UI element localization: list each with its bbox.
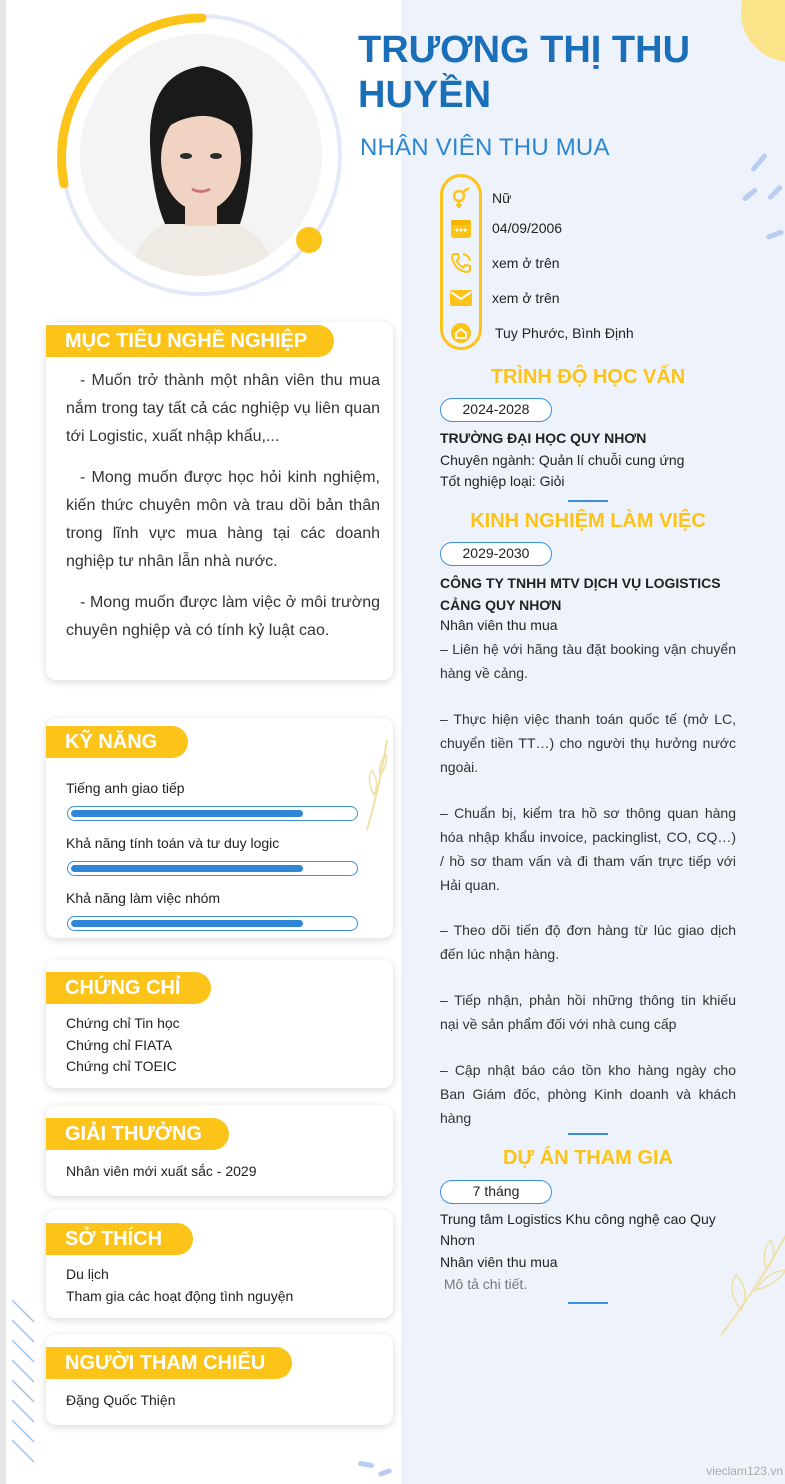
skill-bar (67, 806, 358, 821)
hobby-item: Du lịch (66, 1266, 109, 1282)
duty-item: – Liên hệ với hãng tàu đặt booking vận chuyển hàng về cảng. (440, 641, 736, 681)
skill-bar (67, 916, 358, 931)
reference-item: Đặng Quốc Thiện (66, 1392, 176, 1408)
duty-item: – Theo dõi tiến độ đơn hàng từ lúc giao dịch đến lúc nhận hàng. (440, 922, 736, 962)
education-major: Chuyên ngành: Quản lí chuỗi cung ứng (440, 452, 685, 468)
project-period: 7 tháng (440, 1180, 552, 1204)
email-text: xem ở trên (492, 290, 560, 306)
certificate-item: Chứng chỉ Tin học (66, 1015, 180, 1031)
home-icon (446, 318, 476, 348)
gender-icon (446, 183, 476, 213)
project-description: Mô tả chi tiết. (440, 1276, 528, 1292)
experience-role: Nhân viên thu mua (440, 617, 558, 633)
education-heading: TRÌNH ĐỘ HỌC VẤN (490, 366, 686, 388)
objective-paragraph: - Muốn trở thành một nhân viên thu mua nắm trong tay tất cả các nghiệp vụ liên quan tới Logistic, xuất nhập khẩu,... (66, 372, 380, 445)
candidate-name: TRƯƠNG THỊ THU HUYỀN (358, 29, 691, 116)
certificates-heading: CHỨNG CHỈ (46, 972, 211, 1004)
duty-item: – Thực hiện việc thanh toán quốc tế (mở LC, chuyển tiền TT…) cho người thụ hưởng nước ngoài. (440, 711, 736, 775)
experience-period: 2029-2030 (440, 542, 552, 566)
skill-bar (67, 861, 358, 876)
objective-paragraph: - Mong muốn được học hỏi kinh nghiệm, kiến thức chuyên môn và trau dồi bản thân trong lĩnh vực mua hàng tại các doanh nghiệp tư nhân lẫn nhà nước. (66, 469, 380, 570)
job-title: NHÂN VIÊN THU MUA (360, 134, 610, 161)
phone-icon (446, 248, 476, 278)
contact-birthday (446, 213, 563, 243)
education-period: 2024-2028 (440, 398, 552, 422)
contact-gender (446, 183, 512, 213)
contact-phone (446, 248, 560, 278)
awards-heading: GIẢI THƯỞNG (46, 1118, 229, 1150)
references-heading: NGƯỜI THAM CHIẾU (46, 1347, 292, 1379)
school-name: TRƯỜNG ĐẠI HỌC QUY NHƠN (440, 430, 647, 446)
skill-name: Khả năng làm việc nhóm (66, 890, 221, 906)
skill-fill (71, 865, 303, 872)
birthday-text: 04/09/2006 (492, 220, 563, 236)
objective-card (46, 322, 393, 680)
project-role: Nhân viên thu mua (440, 1254, 558, 1270)
avatar-dot (296, 227, 322, 253)
experience-heading: KINH NGHIỆM LÀM VIỆC (470, 510, 706, 532)
phone-text: xem ở trên (492, 255, 560, 271)
certificate-item: Chứng chỉ TOEIC (66, 1058, 177, 1074)
decor-dash (358, 1461, 375, 1469)
skills-heading: KỸ NĂNG (46, 726, 188, 758)
duty-item: – Cập nhật báo cáo tồn kho hàng ngày cho Ban Giám đốc, phòng Kinh doanh và khách hàng (440, 1062, 736, 1126)
skill-fill (71, 810, 303, 817)
skill-name: Tiếng anh giao tiếp (66, 780, 185, 796)
duty-item: – Chuẩn bị, kiểm tra hồ sơ thông quan hàng hóa nhập khẩu invoice, packinglist, CO, CQ…) / hồ sơ tham vấn và đi tham vấn trực tiếp với Hải quan. (440, 805, 736, 893)
project-name: Trung tâm Logistics Khu công nghệ cao Quy Nhơn (440, 1211, 716, 1248)
stripes-decoration (12, 1290, 42, 1470)
decor-dash (378, 1468, 393, 1477)
skill-name: Khả năng tính toán và tư duy logic (66, 835, 280, 851)
education-grade: Tốt nghiệp loại: Giỏi (440, 473, 565, 489)
section-divider (568, 500, 608, 502)
address-text: Tuy Phước, Bình Định (495, 325, 634, 341)
contact-address (446, 318, 634, 348)
company-name: CÔNG TY TNHH MTV DỊCH VỤ LOGISTICS CẢNG QUY NHƠN (440, 575, 721, 613)
objective-paragraph: - Mong muốn được làm việc ở môi trường chuyên nghiệp và có tính kỷ luật cao. (66, 594, 380, 639)
hobby-item: Tham gia các hoạt động tình nguyện (66, 1288, 294, 1304)
mail-icon (446, 283, 476, 313)
watermark: vieclam123.vn (706, 1464, 783, 1478)
projects-heading: DỰ ÁN THAM GIA (503, 1147, 673, 1169)
avatar (80, 34, 322, 276)
award-item: Nhân viên mới xuất sắc - 2029 (66, 1163, 257, 1179)
certificate-item: Chứng chỉ FIATA (66, 1037, 173, 1053)
skill-fill (71, 920, 303, 927)
gender-text: Nữ (492, 190, 512, 206)
section-divider (568, 1133, 608, 1135)
duty-item: – Tiếp nhận, phản hồi những thông tin khiếu nại về sản phẩm đối với nhà cung cấp (440, 992, 736, 1032)
objective-heading: MỤC TIÊU NGHỀ NGHIỆP (46, 325, 334, 357)
leaf-decoration (362, 735, 392, 835)
section-divider (568, 1302, 608, 1304)
hobbies-heading: SỞ THÍCH (46, 1223, 193, 1255)
contact-email (446, 283, 560, 313)
calendar-icon (446, 213, 476, 243)
